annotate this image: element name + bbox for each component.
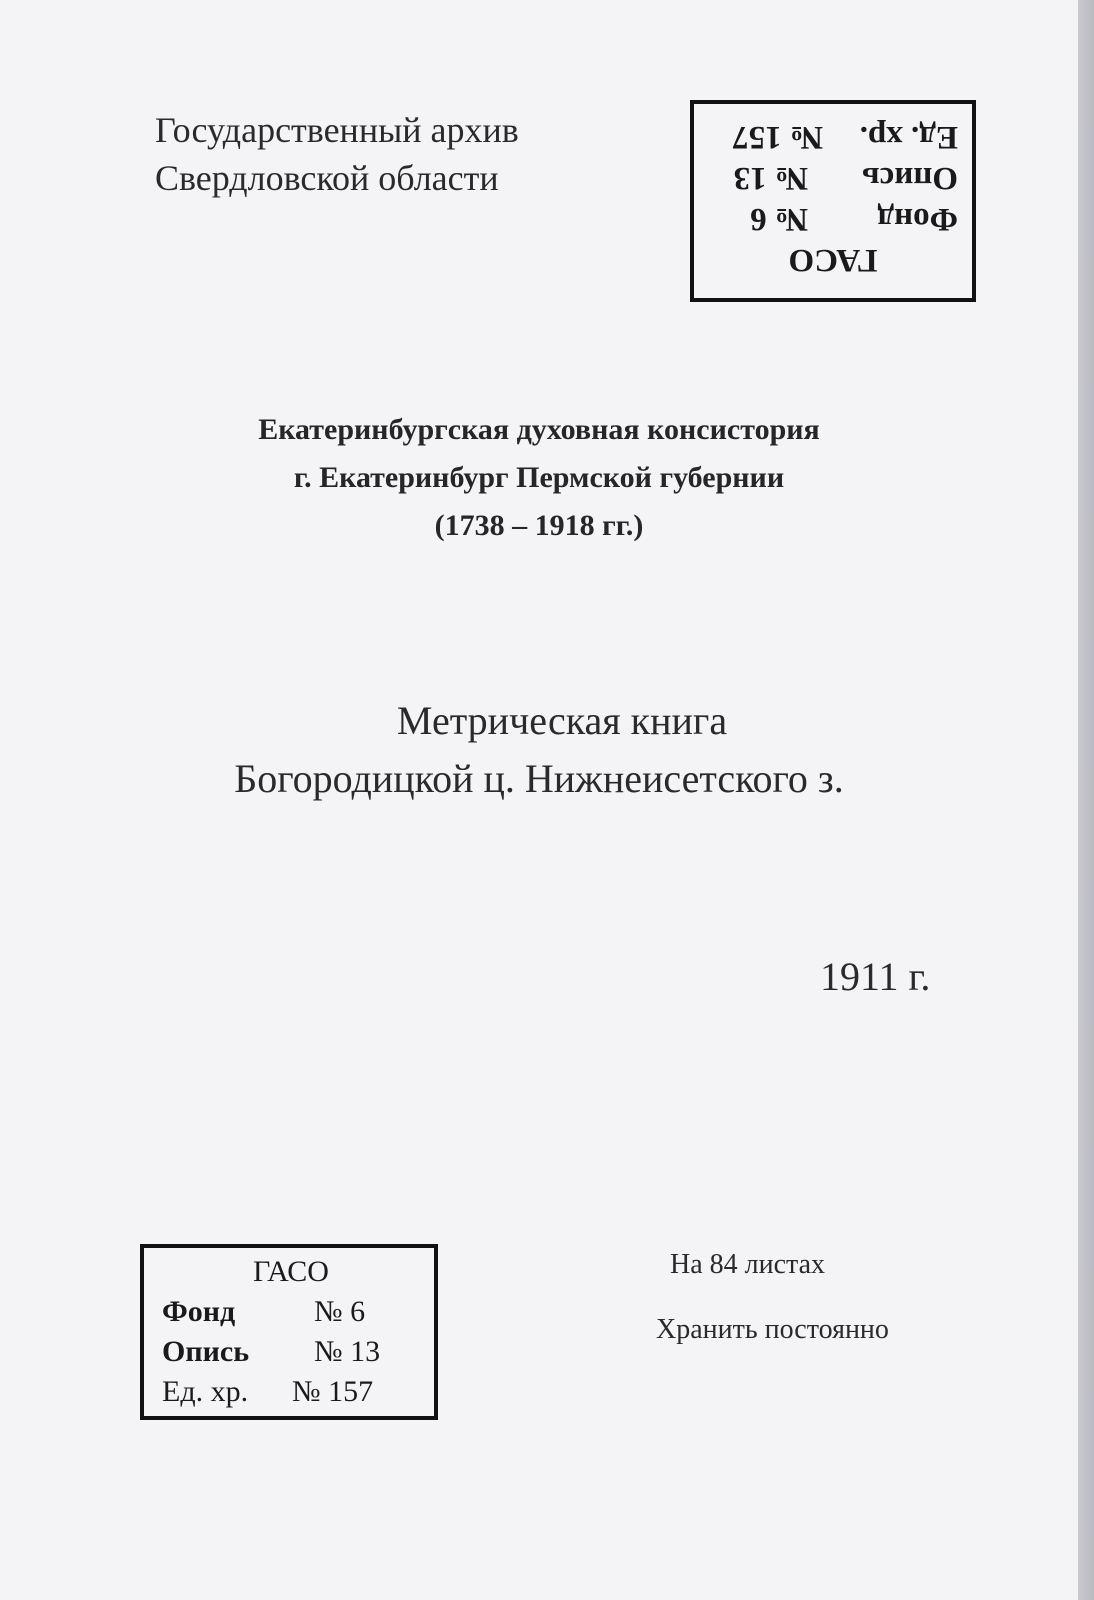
consistory-line1: Екатеринбургская духовная консистория xyxy=(258,413,820,446)
stamp-bottom-opis xyxy=(162,1332,420,1372)
stamp-top-title: ГАСО xyxy=(788,242,878,278)
archive-stamp-upside-down xyxy=(690,100,976,302)
book-title xyxy=(0,692,1078,808)
book-title-line1: Метрическая книга xyxy=(396,698,728,743)
stamp-top-fond xyxy=(708,198,958,239)
stamp-top-ed xyxy=(708,116,958,157)
stamp-top-opis xyxy=(708,157,958,198)
stamp-top-opis-number: № 13 xyxy=(733,160,808,196)
consistory-heading xyxy=(0,406,1078,550)
consistory-line3: (1738 – 1918 гг.) xyxy=(434,509,644,542)
stamp-bottom-fond xyxy=(162,1292,420,1332)
stamp-bottom-title: ГАСО xyxy=(253,1255,329,1288)
archive-name xyxy=(155,106,519,202)
stamp-bottom-fond-label: Фонд xyxy=(162,1295,236,1328)
stamp-bottom-ed-label: Ед. хр. xyxy=(162,1375,249,1408)
archive-stamp xyxy=(140,1244,438,1420)
stamp-bottom-ed-number: № 157 xyxy=(292,1375,374,1408)
stamp-top-fond-label: Фонд xyxy=(877,201,958,237)
stamp-top-fond-number: № 6 xyxy=(750,201,808,237)
stamp-bottom-opis-label: Опись xyxy=(162,1335,250,1368)
page-edge xyxy=(1078,0,1094,1600)
archive-name-line1: Государственный архив xyxy=(155,110,519,150)
document-year: 1911 г. xyxy=(820,954,931,999)
archive-name-line2: Свердловской области xyxy=(155,158,499,198)
retention-note: Хранить постоянно xyxy=(656,1314,889,1345)
sheet-count: На 84 листах xyxy=(670,1249,826,1280)
stamp-bottom-fond-number: № 6 xyxy=(314,1295,366,1328)
stamp-top-ed-number: № 157 xyxy=(732,119,823,155)
book-title-line2: Богородицкой ц. Нижнеисетского з. xyxy=(234,756,844,801)
stamp-top-opis-label: Опись xyxy=(862,160,958,196)
stamp-top-ed-label: Ед. хр. xyxy=(859,119,958,155)
consistory-line2: г. Екатеринбург Пермской губернии xyxy=(293,461,785,494)
stamp-bottom-opis-number: № 13 xyxy=(314,1335,381,1368)
stamp-bottom-ed xyxy=(162,1372,420,1412)
